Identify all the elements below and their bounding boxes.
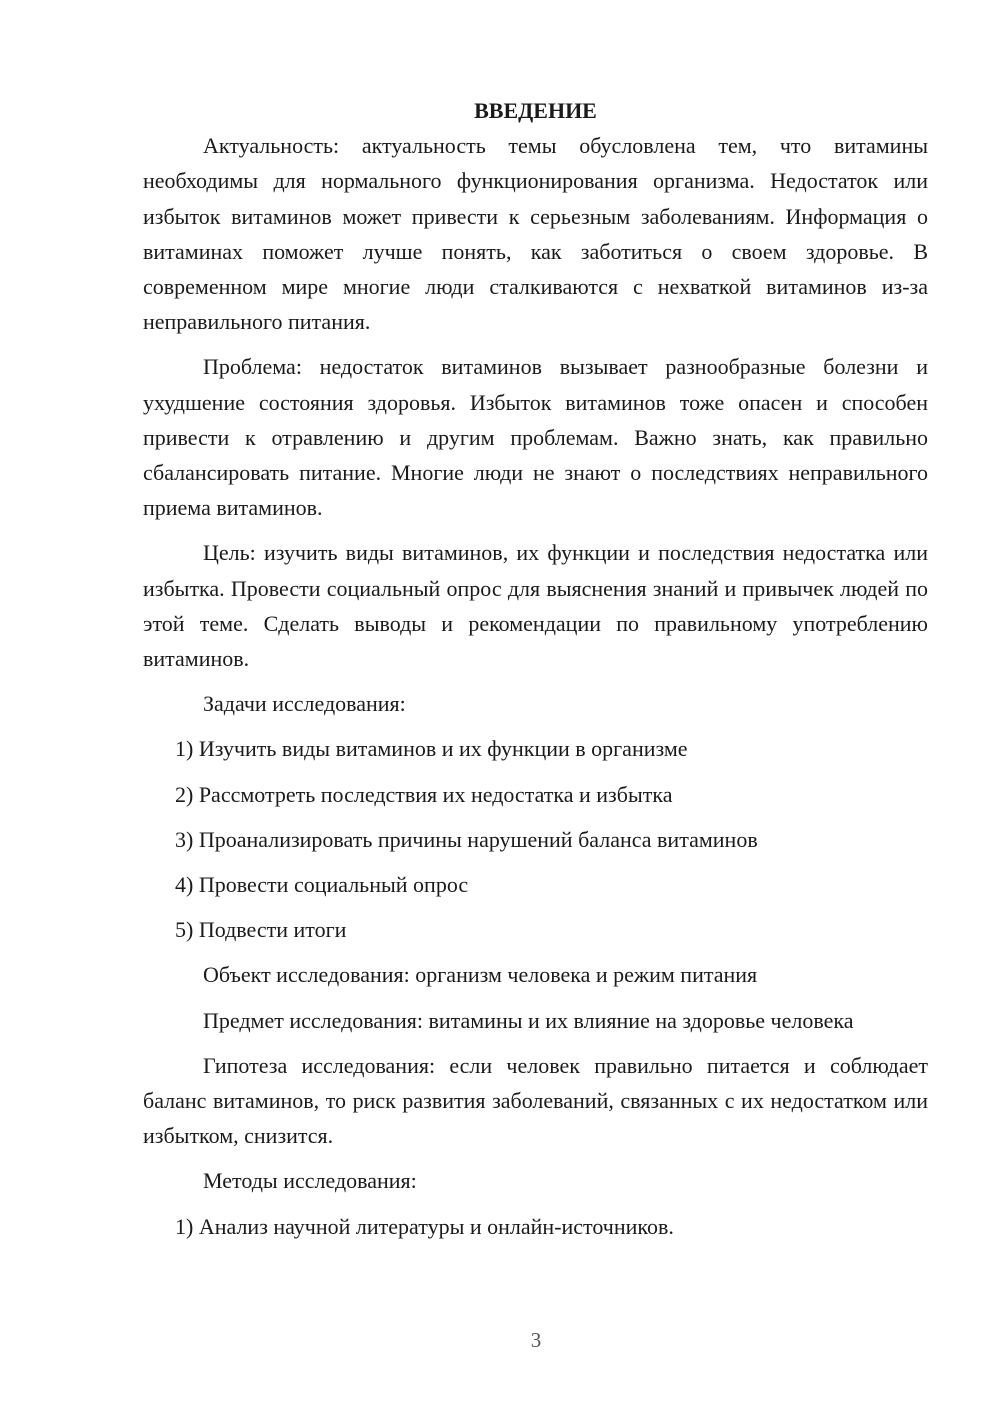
relevance-paragraph: Актуальность: актуальность темы обусловлена тем, что витамины необходимы для нормального функционирования организма. Недостаток или избыток витаминов может привести к серьезным заболеваниям. Информация о витаминах поможет лучше понять, как заботиться о своем здоровье. В современном мире многие люди сталкиваются с нехваткой витаминов из-за неправильного питания. — [143, 133, 928, 335]
methods-heading: Методы исследования: — [203, 1168, 417, 1194]
hypothesis-paragraph: Гипотеза исследования: если человек правильно питается и соблюдает баланс витаминов, то риск развития заболеваний, связанных с их недостатком или избытком, снизится. — [143, 1052, 928, 1149]
methods-list — [143, 1209, 928, 1244]
list-item: 1) Анализ научной литературы и онлайн-источников. — [175, 1213, 674, 1239]
list-item: 2) Рассмотреть последствия их недостатка и избытка — [175, 781, 673, 807]
tasks-list — [143, 731, 928, 947]
tasks-heading: Задачи исследования: — [203, 691, 406, 717]
list-item: 3) Проанализировать причины нарушений баланса витаминов — [175, 826, 758, 852]
page-number: 3 — [530, 1328, 542, 1352]
list-item: 1) Изучить виды витаминов и их функции в организме — [175, 736, 688, 762]
list-item: 5) Подвести итоги — [175, 917, 347, 943]
goal-paragraph: Цель: изучить виды витаминов, их функции и последствия недостатка или избытка. Провести социальный опрос для выяснения знаний и привычек людей по этой теме. Сделать выводы и рекомендации по правильному употреблению витаминов. — [143, 540, 928, 672]
page-content — [143, 93, 928, 1254]
problem-paragraph: Проблема: недостаток витаминов вызывает разнообразные болезни и ухудшение состояния здоровья. Избыток витаминов тоже опасен и способен привести к отравлению и другим проблемам. Важно знать, как правильно сбалансировать питание. Многие люди не знают о последствиях неправильного приема витаминов. — [143, 354, 928, 521]
object-paragraph: Объект исследования: организм человека и режим питания — [203, 962, 758, 988]
page-title: ВВЕДЕНИЕ — [474, 98, 597, 123]
list-item: 4) Провести социальный опрос — [175, 872, 469, 898]
subject-paragraph: Предмет исследования: витамины и их влияние на здоровье человека — [203, 1007, 854, 1033]
